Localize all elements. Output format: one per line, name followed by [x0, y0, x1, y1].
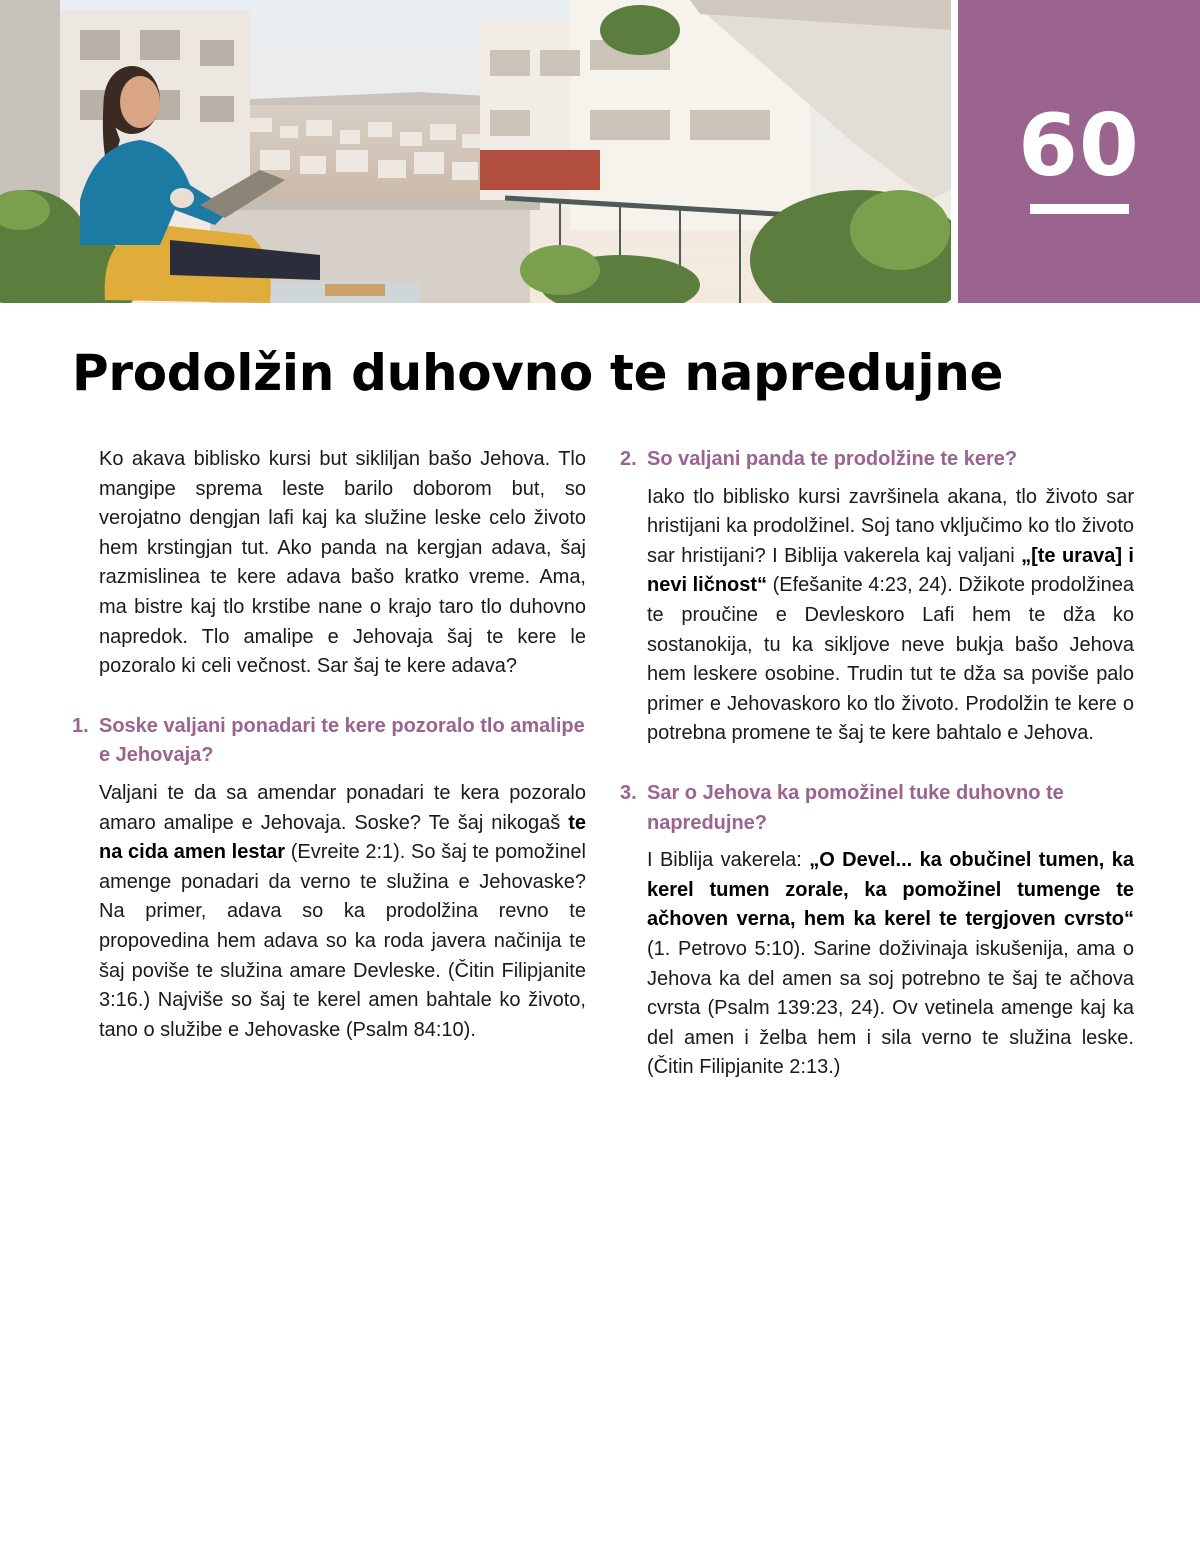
lesson-number-underline: [1030, 204, 1129, 214]
lesson-number: 60: [1018, 96, 1140, 196]
answer-1-paragraph: [99, 779, 586, 1045]
question-3-number: 3.: [620, 781, 637, 804]
lesson-number-badge: [958, 0, 1200, 303]
question-2-text: So valjani panda te prodolžine te kere?: [647, 448, 1018, 470]
hero-image: [0, 0, 951, 303]
answer-2-paragraph: [647, 483, 1134, 749]
answer-1-text-after: (Evreite 2:1). So šaj te pomožinel amenge ponadari da verno te služina e Jehovaske? Na primer, adava so ka prodolžina revno te propovedina hem adava so ka roda javera načinija te šaj poviše te služina amare Devleske. (Čitin Filipjanite 3:16.) Najviše so šaj te kerel amen bahtale ko životo, tano o služibe e Jehovaske (Psalm 84:10).: [99, 841, 586, 1041]
question-3: [620, 779, 1134, 838]
right-column: [620, 445, 1134, 1083]
answer-3-paragraph: [647, 846, 1134, 1083]
question-3-text: Sar o Jehova ka pomožinel tuke duhovno te napredujne?: [647, 781, 1064, 834]
intro-paragraph: Ko akava biblisko kursi but sikliljan bašo Jehova. Tlo mangipe sprema leste barilo doborom but, so verojatno dengjan lafi kaj ka služine leske celo životo hem krstingjan tut. Ako panda na kergjan adava, šaj razmislinea te kere adava bašo kratko vreme. Ama, ma bistre kaj tlo krstibe nane o krajo taro tlo duhovno napredok. Tlo amalipe e Jehovaja šaj te kere le pozoralo ki celi večnost. Sar šaj te kere adava?: [99, 448, 586, 678]
answer-1-emphasis: te na cida amen lestar: [99, 811, 586, 864]
question-2-number: 2.: [620, 448, 637, 470]
question-1: [72, 712, 586, 771]
answer-2-text-after: (Efešanite 4:23, 24). Džikote prodolžinea te proučine e Devleskoro Lafi hem te dža ko sostanokija, tu ka sikljove neve bukja bašo Jehova hem leskere osobine. Trudin tut te dža sa poviše palo primer e Jehovaskoro ko tlo životo. Prodolžin te kere o potrebna promene te šaj te kere bahtalo e Jehova.: [647, 574, 1134, 745]
answer-2-text-before: Iako tlo biblisko kursi završinela akana, tlo životo sar hristijani ka prodolžinel. Soj tano vključimo ko tlo životo sar hristijani? I Biblija vakerela kaj valjani: [647, 485, 1134, 567]
answer-1-text-before: Valjani te da sa amendar ponadari te kera pozoralo amaro amalipe e Jehovaja. Soske? Te šaj nikogaš: [99, 781, 586, 834]
page-title: Prodolžin duhovno te napredujne: [72, 344, 1004, 402]
answer-3-emphasis: „O Devel... ka obučinel tumen, ka kerel tumen zorale, ka pomožinel tumenge te ačhoven verna, hem ka kerel te tergjoven cvrsto“: [647, 849, 1134, 931]
left-column: [72, 445, 586, 1045]
question-1-number: 1.: [72, 714, 89, 737]
question-1-text: Soske valjani ponadari te kere pozoralo tlo amalipe e Jehovaja?: [99, 714, 585, 767]
answer-3-text-before: I Biblija vakerela:: [647, 849, 810, 872]
question-2: [620, 445, 1134, 475]
answer-2-emphasis: „[te urava] i nevi ličnost“: [647, 544, 1134, 597]
answer-3-text-after: (1. Petrovo 5:10). Sarine doživinaja iskušenija, ama o Jehova ka del amen sa soj potrebno te šaj te ačhova cvrsta (Psalm 139:23, 24). Ov vetinela amenge kaj ka del amen i želba hem i sila verno te služina leske. (Čitin Filipjanite 2:13.): [647, 937, 1134, 1079]
balcony-scene-illustration: [0, 0, 951, 303]
